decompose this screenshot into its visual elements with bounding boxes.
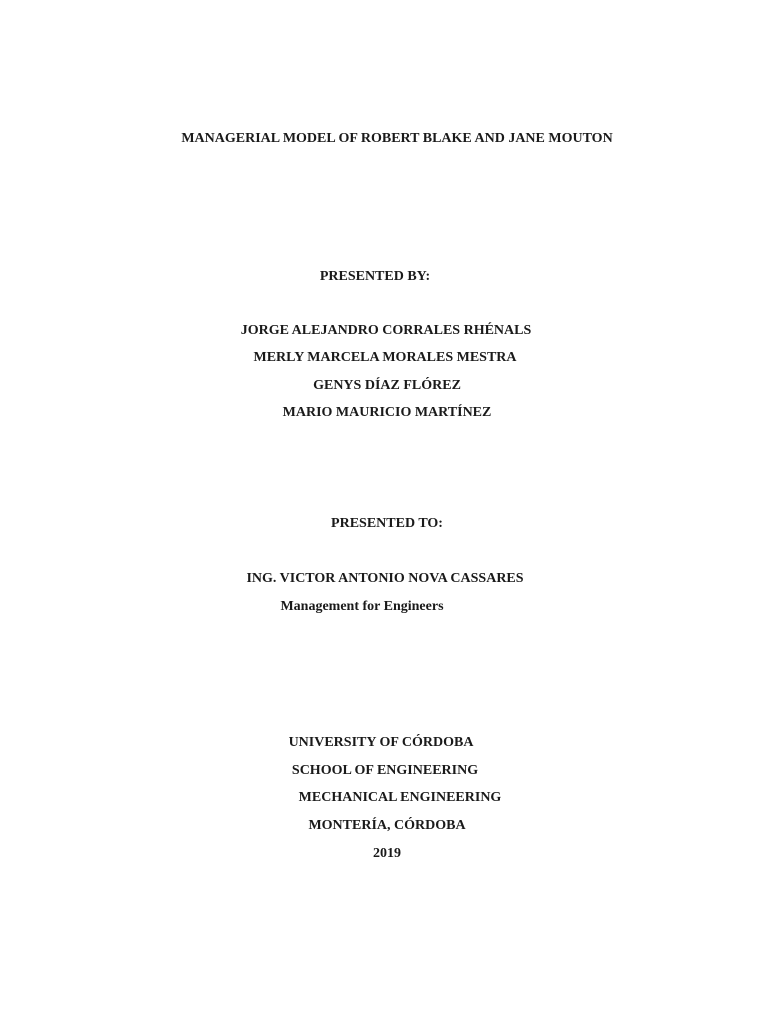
- presented-to-heading: PRESENTED TO:: [331, 516, 443, 531]
- school-name: SCHOOL OF ENGINEERING: [291, 763, 479, 778]
- author-name: JORGE ALEJANDRO CORRALES RHÉNALS: [240, 323, 532, 338]
- author-name: GENYS DÍAZ FLÓREZ: [313, 378, 461, 393]
- document-title: MANAGERIAL MODEL OF ROBERT BLAKE AND JANE MOUTON: [181, 131, 613, 146]
- recipient-name: ING. VICTOR ANTONIO NOVA CASSARES: [246, 571, 524, 586]
- author-name: MERLY MARCELA MORALES MESTRA: [253, 350, 517, 365]
- location: MONTERÍA, CÓRDOBA: [308, 818, 466, 833]
- author-name: MARIO MAURICIO MARTÍNEZ: [282, 405, 492, 420]
- course-name: Management for Engineers: [280, 599, 444, 614]
- year: 2019: [373, 846, 401, 861]
- program-name: MECHANICAL ENGINEERING: [298, 790, 502, 805]
- presented-by-heading: PRESENTED BY:: [319, 269, 431, 284]
- university-name: UNIVERSITY OF CÓRDOBA: [288, 735, 474, 750]
